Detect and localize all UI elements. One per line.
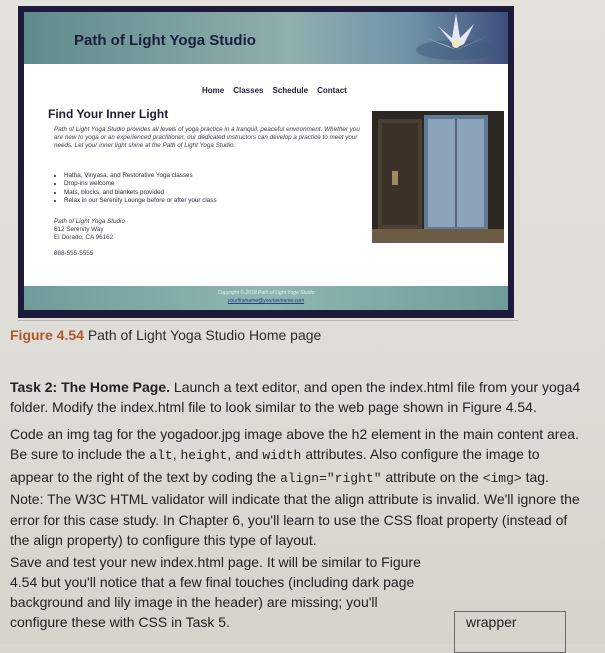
nav-schedule[interactable]: Schedule	[272, 86, 309, 95]
save-test-paragraph: Save and test your new index.html page. It will be similar to Figure 4.54 but you'll notice that a few final touches (including dark page background and lily image in the header) are missing; you'll configure these with CSS in Task 5.	[10, 554, 421, 630]
address-city: El Dorado, CA 96162	[54, 234, 114, 242]
task-2-title: Task 2: The Home Page.	[10, 379, 171, 395]
code-width: width	[262, 448, 302, 464]
list-item: • Drop-ins welcome	[64, 180, 217, 188]
feature-list	[54, 172, 217, 206]
address-block	[54, 218, 125, 243]
instruction-paragraph	[10, 424, 585, 550]
task-2-paragraph	[10, 378, 585, 417]
nav-contact[interactable]: Contact	[317, 86, 347, 95]
code-align-right: align="right"	[280, 470, 382, 486]
code-height: height	[180, 448, 228, 464]
code-alt: alt	[149, 448, 173, 464]
figure-number: Figure 4.54	[10, 327, 84, 343]
para1-text-3: , and	[227, 446, 263, 463]
yoga-door-photo	[372, 111, 504, 243]
nav-classes[interactable]: Classes	[233, 86, 264, 95]
site-nav	[202, 86, 347, 95]
address-street: 612 Serenity Way	[54, 226, 104, 234]
site-title: Path of Light Yoga Studio	[74, 32, 256, 49]
footer-email-link[interactable]: yourfirstname@yourlastname.com	[227, 298, 305, 304]
phone-number: 888-555-5555	[54, 250, 94, 257]
figure-screenshot	[18, 6, 514, 318]
para1-text-5: attribute on the	[381, 468, 483, 485]
site-footer	[24, 286, 508, 310]
intro-paragraph: Path of Light Yoga Studio provides all levels of yoga practice in a tranquil, peaceful environment. Whether you are new to yoga or an experienced practitioner, our dedicated instructors can develop a practice to meet your needs. Let your inner light shine at the Path of Light Yoga Studio.	[54, 126, 360, 150]
code-img-tag: <img>	[482, 470, 522, 486]
address-name: Path of Light Yoga Studio	[54, 218, 125, 225]
figure-caption-text: Path of Light Yoga Studio Home page	[87, 327, 322, 343]
para1-text-1: Code an img tag for the yogadoor.jpg image above the h2 element in the main content area. Be sure to include the	[10, 426, 579, 463]
para1-text-2: ,	[172, 446, 181, 463]
site-header	[24, 12, 508, 64]
list-item: • Hatha, Vinyasa, and Restorative Yoga classes	[64, 172, 217, 180]
wrapper-label: wrapper	[466, 614, 517, 630]
list-item: • Mats, blocks, and blankets provided	[64, 189, 217, 197]
figure-caption	[10, 327, 321, 343]
para1-text-6: tag. Note: The W3C HTML validator will indicate that the align attribute is invalid. We'll ignore the error for this case study. In Chapter 6, you'll learn to use the CSS float property (instead of the align property) to configure this type of layout.	[10, 468, 580, 549]
site-body	[24, 64, 508, 286]
para1-text-4: attributes. Also configure the image to appear to the right of the text by coding the	[10, 446, 540, 485]
nav-home[interactable]: Home	[202, 86, 225, 95]
lily-icon	[408, 12, 498, 64]
heading-find-inner-light: Find Your Inner Light	[48, 107, 169, 121]
task-2-text: Launch a text editor, and open the index.html file from your yoga4 folder. Modify the index.html file to look similar to the web page shown in Figure 4.54.	[10, 379, 581, 415]
copyright-text: Copyright © 2018 Path of Light Yoga Studio	[217, 290, 315, 296]
divider	[18, 320, 518, 321]
list-item: • Relax in our Serenity Lounge before or after your class	[64, 197, 217, 205]
